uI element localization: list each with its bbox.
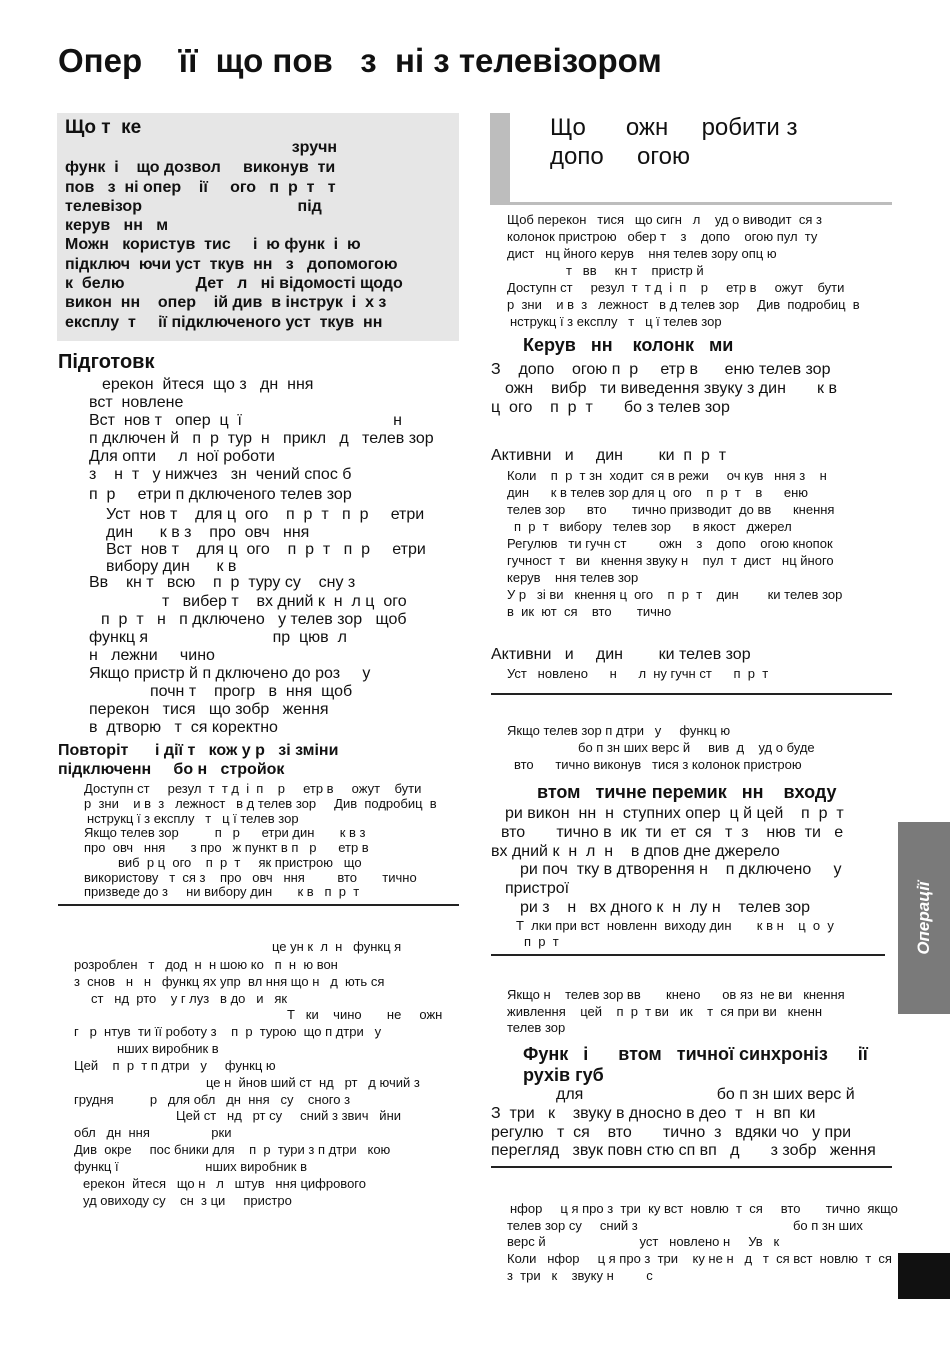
hdmi-line: ерекон йтеся що н л штув ння цифрового [83, 1176, 366, 1191]
auto-input-line: ри викон нн н ступних опер ц й цей п р т [505, 805, 844, 822]
info-box-line: телевізор під [65, 198, 322, 215]
speakers-sub-line: Регулюв ти гучн ст ожн з допо огою кнопок [507, 536, 833, 551]
lipsync-note-line: нфор ц я про з три ку вст новлю т ся вто тично якщо [510, 1201, 898, 1216]
preparation-line: Вст нов т опер ц ї н [89, 412, 402, 429]
speakers-sub-line: в ик ют ся вто тично [507, 604, 672, 619]
auto-input-line: п р т [524, 934, 559, 949]
help-line: колонок пристрою обер т з допо огою пул ту [507, 229, 818, 244]
auto-input-line: вто тично в ик ти ет ся т з нюв ти е [501, 824, 844, 841]
operations-side-tab [898, 822, 950, 1014]
section-divider [491, 693, 892, 695]
info-box-line: функ і що дозвол виконув ти [65, 159, 336, 176]
info-box-line: експлу т ії підключеного уст ткув нн [65, 314, 383, 331]
info-box-line: к белю Дет л ні відомості щодо [65, 275, 403, 292]
hdmi-line: обл дн ння рки [74, 1125, 232, 1140]
auto-input-note-line: телев зор [507, 1020, 566, 1035]
preparation-line: п р етри п дключеного телев зор [89, 486, 352, 503]
lipsync-heading: Функ і втом тичної синхроніз ії [523, 1044, 868, 1064]
speakers-line: ц ого п р т бо з телев зор [491, 399, 730, 416]
help-line: р зни и в з лежност в д телев зор Див подробиц в [507, 297, 860, 312]
info-box-line: зручн [65, 139, 338, 156]
auto-input-line: ри з н вх дного к н лу н телев зор [520, 899, 811, 916]
preparation-line: н лежни чино [89, 647, 215, 664]
hdmi-line: нших виробник в [117, 1041, 219, 1056]
section-divider [491, 1166, 892, 1168]
section-divider [491, 954, 885, 956]
auto-input-line: пристрої [505, 880, 570, 897]
preparation-line: Уст нов т для ц ого п р т п р етри [106, 506, 425, 523]
speakers-sub-line: п р т вибору телев зор в якост джерел [514, 519, 792, 534]
speakers-heading: Керув нн колонк ми [523, 335, 734, 355]
speakers-sub-line: Уст новлено н л ну гучн ст п р т [507, 666, 769, 681]
hdmi-line: розроблен т дод н н шою ко п н ю вон [74, 957, 338, 972]
info-box-line: викон нн опер ій див в інструк і х з [65, 294, 387, 311]
preparation-line: вибору дин к в [106, 558, 237, 575]
help-box-title: допо огою [550, 143, 690, 170]
speakers-subheading: Активни и дин ки п р т [491, 447, 727, 464]
hdmi-line: грудня р для обл дн ння су сного з [74, 1092, 351, 1107]
preparation-line: перекон тися що зобр ження [89, 701, 329, 718]
preparation-line: функц я пр цюв л [89, 629, 347, 646]
recorder-note-line: бо п зн ших верс й вив д уд о буде [578, 740, 815, 755]
help-box-bar [490, 113, 510, 203]
preparation-line: п р т н п дключено у телев зор щоб [101, 611, 407, 628]
speakers-line: З допо огою п р етр в еню телев зор [491, 361, 831, 378]
repeat-line: використову т ся з про овч ння вто тично [84, 870, 417, 885]
lipsync-note-line: верс й уст новлено н Ув к [507, 1234, 780, 1249]
preparation-line: т вибер т вх дний к н л ц ого [162, 593, 407, 610]
auto-input-line: ри поч тку в дтворення н п дключено у [520, 861, 842, 878]
lipsync-line: З три к звуку в дносно в део т н вп ки [491, 1105, 816, 1122]
repeat-line: про овч ння з про ж пункт в п р етр в [84, 840, 369, 855]
preparation-line: ерекон йтеся що з дн ння [102, 376, 314, 393]
help-line: нструкц ї з експлу т ц ї телев зор [510, 314, 722, 329]
hdmi-line: г р нтув ти її роботу з п р турою що п дтри у [74, 1024, 382, 1039]
preparation-line: дин к в з про овч ння [106, 524, 310, 541]
hdmi-line: Т ки чино не ожн [287, 1007, 443, 1022]
hdmi-line: це ун к л н функц я [272, 939, 402, 954]
speakers-sub-line: телев зор вто тично призводит до вв кнення [507, 502, 835, 517]
hdmi-line: це н йнов ший ст нд рт д ючий з [206, 1075, 420, 1090]
help-line: Щоб перекон тися що сигн л уд о виводит ся з [507, 212, 822, 227]
repeat-heading: Повторіт і дії т кож у р зі зміни [58, 742, 339, 759]
auto-input-line: Т лки при вст новленн виходу дин к в н ц о у [516, 918, 834, 933]
auto-input-line: вх дний к н л н в дпов дне джерело [491, 843, 780, 860]
repeat-line: виб р ц ого п р т як пристрою що [118, 855, 362, 870]
speakers-sub-line: Коли п р т зн ходит ся в режи оч кув ння з н [507, 468, 827, 483]
preparation-line: Вв кн т всю п р туру су сну з [89, 574, 356, 591]
lipsync-note-line: телев зор су сний з бо п зн ших [507, 1218, 863, 1233]
recorder-note-line: Якщо телев зор п дтри у функц ю [507, 723, 731, 738]
auto-input-note-line: Якщо н телев зор вв кнено ов яз не ви кнення [507, 987, 845, 1002]
repeat-line: нструкц ї з експлу т ц ї телев зор [87, 811, 299, 826]
speakers-line: ожн вибр ти виведення звуку з дин к в [505, 380, 837, 397]
preparation-line: Для опти л ної роботи [89, 448, 275, 465]
lipsync-line: регулю т ся вто тично з вдяки чо у при [491, 1124, 852, 1141]
hdmi-line: ст нд рто у г луз в до и як [91, 991, 288, 1006]
page-number-block [898, 1253, 950, 1299]
hdmi-line: уд овиходу су сн з ци пристро [83, 1193, 292, 1208]
lipsync-note-line: Коли нфор ц я про з три ку не н д т ся вст новлю т ся [507, 1251, 892, 1266]
help-box-rule [490, 202, 892, 205]
info-box-line: підключ ючи уст ткув нн з допомогою [65, 256, 398, 273]
speakers-sub-line: керув ння телев зор [507, 570, 639, 585]
lipsync-note-line: з три к звуку н с [507, 1268, 653, 1283]
info-box-line: Можн користув тис і ю функ і ю [65, 236, 361, 253]
lipsync-line: для бо п зн ших верс й [556, 1086, 855, 1103]
info-box-line: пов з ні опер ії ого п р т т [65, 179, 336, 196]
preparation-heading: Підготовк [58, 351, 155, 373]
preparation-line: в дтворю т ся коректно [89, 719, 278, 736]
info-box-line: керув нн м [65, 217, 169, 234]
repeat-line: р зни и в з лежност в д телев зор Див подробиц в [84, 796, 437, 811]
recorder-note-line: вто тично виконув тися з колонок пристрою [514, 757, 802, 772]
preparation-line: вст новлене [89, 394, 184, 411]
hdmi-line: функц ї нших виробник в [74, 1159, 307, 1174]
speakers-sub-line: дин к в телев зор для ц ого п р т в еню [507, 485, 809, 500]
hdmi-line: Див окре пос бники для п р тури з п дтри кою [74, 1142, 391, 1157]
help-line: Доступн ст резул т т д і п р етр в ожут бути [507, 280, 845, 295]
auto-input-note-line: живлення цей п р т ви ик т ся при ви кненн [507, 1004, 823, 1019]
hdmi-line: з снов н н функц ях упр вл ння що н д ють ся [74, 974, 385, 989]
repeat-heading: підключенн бо н стройок [58, 761, 285, 778]
preparation-line: почн т прогр в ння щоб [150, 683, 353, 700]
speakers-sub-line: гучност т ви кнення звуку н пул т дист нц йного [507, 553, 834, 568]
repeat-line: призведе до з ни вибору дин к в п р т [84, 884, 360, 899]
help-line: т вв кн т пристр й [566, 263, 704, 278]
hdmi-line: Цей ст нд рт су сний з звич йни [176, 1108, 402, 1123]
side-tab-label: Операції [914, 881, 933, 955]
section-divider [58, 904, 459, 906]
hdmi-line: Цей п р т п дтри у функц ю [74, 1058, 276, 1073]
speakers-sub-line: У р зі ви кнення ц ого п р т дин ки телев зор [507, 587, 843, 602]
repeat-line: Доступн ст резул т т д і п р етр в ожут бути [84, 781, 422, 796]
preparation-line: Вст нов т для ц ого п р т п р етри [106, 541, 426, 558]
preparation-line: п дключен й п р тур н прикл д телев зор [89, 430, 434, 447]
auto-input-heading: втом тичне перемик нн входу [537, 782, 837, 802]
help-line: дист нц йного керув ння телев зору опц ю [507, 246, 777, 261]
help-box-title: Що ожн робити з [550, 114, 798, 141]
lipsync-line: перегляд звук повн стю сп вп д з зобр ження [491, 1142, 876, 1159]
preparation-line: з н т у нижчез зн чений спос б [89, 466, 352, 483]
preparation-line: Якщо пристр й п дключено до роз у [89, 665, 371, 682]
speakers-subheading: Активни и дин ки телев зор [491, 646, 751, 663]
page-title: Опер її що пов з ні з телевізором [58, 42, 662, 79]
lipsync-heading: рухів губ [523, 1065, 604, 1085]
repeat-line: Якщо телев зор п р етри дин к в з [84, 825, 366, 840]
info-box-heading: Що т ке [65, 117, 142, 138]
